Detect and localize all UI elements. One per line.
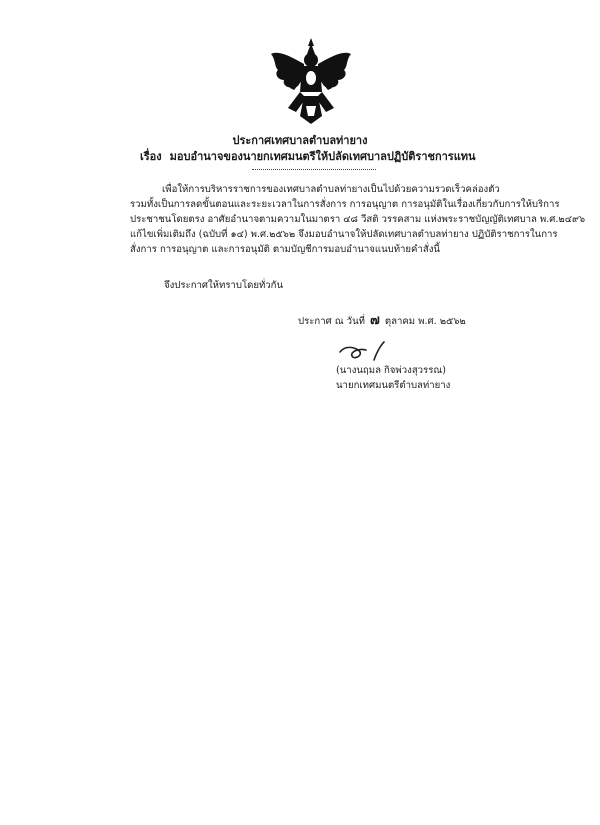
signatory-position: นายกเทศมนตรีตำบลท่ายาง xyxy=(336,380,451,391)
date-line xyxy=(298,309,466,330)
body-line: ประชาชนโดยตรง อาศัยอำนาจตามความในมาตรา ๔๘ วีสติ วรรคสาม แห่งพระราชบัญญัติเทศบาล พ.ศ.๒๔๙๖ xyxy=(130,214,586,225)
date-month: ตุลาคม xyxy=(384,316,416,327)
body-line: เพื่อให้การบริหารราชการของเทศบาลตำบลท่ายางเป็นไปด้วยความรวดเร็วคล่องตัว xyxy=(162,184,500,195)
body-line: สั่งการ การอนุญาต และการอนุมัติ ตามบัญชีการมอบอำนาจแนบท้ายคำสั่งนี้ xyxy=(130,244,440,255)
subject-text: มอบอำนาจของนายกเทศมนตรีให้ปลัดเทศบาลปฏิบัติราชการแทน xyxy=(169,150,476,163)
signatory-name: (นางนฤมล กิจพ่วงสุวรรณ) xyxy=(336,365,447,376)
date-prefix: ประกาศ ณ วันที่ xyxy=(298,316,365,327)
body-line: แก้ไขเพิ่มเติมถึง (ฉบับที่ ๑๔) พ.ศ.๒๕๖๒ จึงมอบอำนาจให้ปลัดเทศบาลตำบลท่ายาง ปฏิบัติราชการในการ xyxy=(130,229,558,240)
notice-text: จึงประกาศให้ทราบโดยทั่วกัน xyxy=(164,280,284,291)
dotted-divider xyxy=(252,169,376,170)
date-day: ๗ xyxy=(370,313,380,328)
body-paragraph xyxy=(130,182,586,257)
garuda-emblem-icon xyxy=(268,36,354,126)
date-year: พ.ศ. ๒๕๖๒ xyxy=(418,316,466,327)
signatory-block xyxy=(336,363,450,393)
announcement-title: ประกาศเทศบาลตำบลท่ายาง xyxy=(232,134,368,147)
subject-label: เรื่อง xyxy=(140,150,162,163)
body-line: รวมทั้งเป็นการลดขั้นตอนและระยะเวลาในการสั่งการ การอนุญาต การอนุมัติในเรื่องเกี่ยวกับการให้บริการ xyxy=(130,199,560,210)
subject-line xyxy=(140,147,500,165)
